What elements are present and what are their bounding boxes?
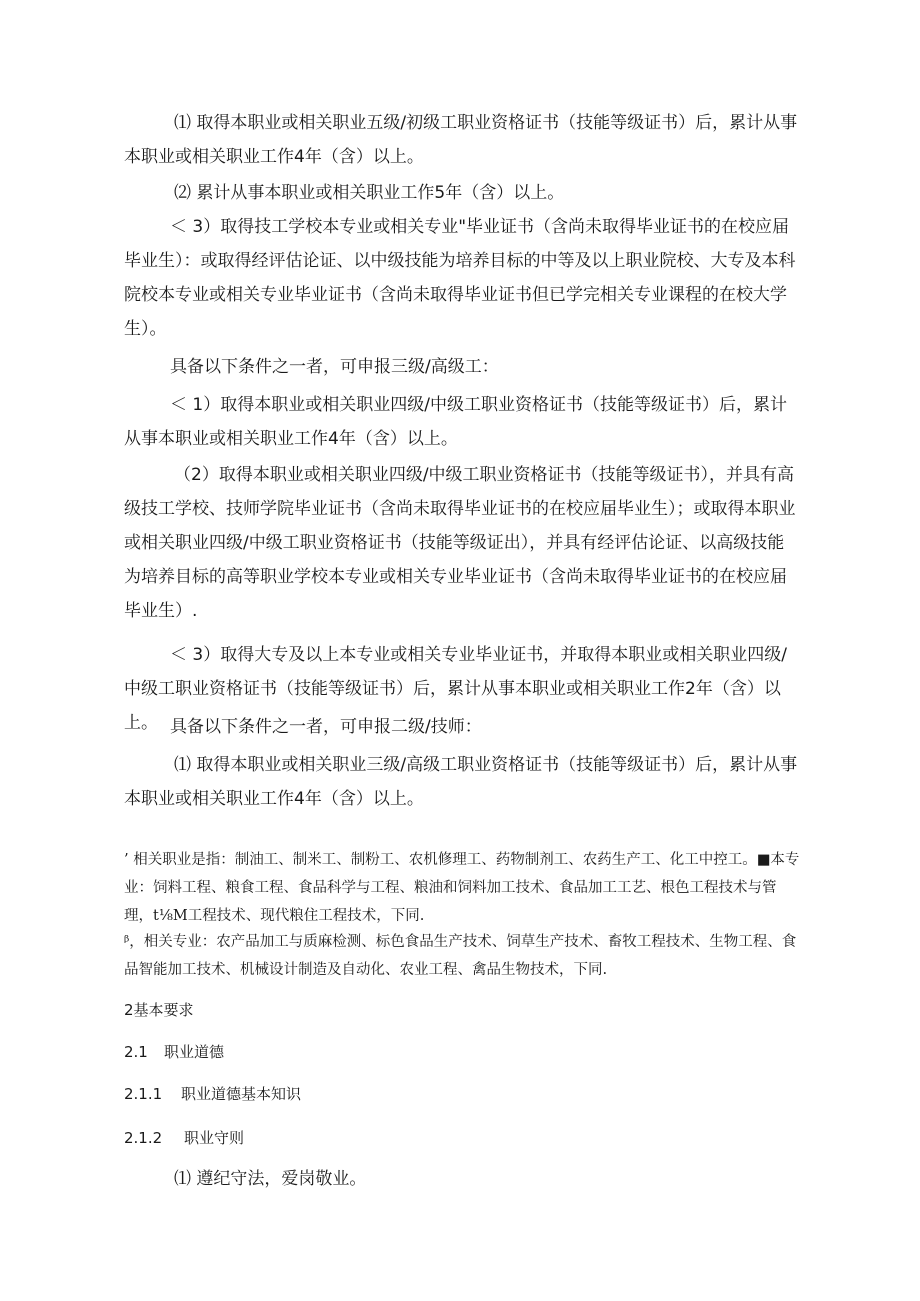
paragraph-7: ＜ 3）取得大专及以上本专业或相关专业毕业证书，并取得本职业或相关职业四级/中级工职业资格证书（技能等级证书）后，累计从事本职业或相关职业工作2年（含）以上。 [124,645,787,733]
heading-number: 2.1.2 [124,1129,163,1147]
paragraph-3: ＜ 3）取得技工学校本专业或相关专业"毕业证书（含尚未取得毕业证书的在校应届毕业生）：或取得经评估论证、以中级技能为培养目标的中等及以上职业院校、大专及本科院校本专业或相关专业毕业证书（含尚未取得毕业证书但已学完相关专业课程的在校大学生）。 [124,217,796,339]
footnote-2: ᵝ，相关专业：农产品加工与质麻检测、标色食品生产技术、饲草生产技术、畜牧工程技术、生物工程、食品智能加工技术、机械设计制造及自动化、农业工程、禽品生物技术，下同. [124,934,797,978]
paragraph-4: 具备以下条件之一者，可申报三级/高级工： [170,357,499,377]
section-heading-2-1-2 [124,1126,244,1150]
paragraph-6: （2）取得本职业或相关职业四级/中级工职业资格证书（技能等级证书），并具有高级技工学校、技师学院毕业证书（含尚未取得毕业证书的在校应届毕业生）；或取得本职业或相关职业四级/中级工职业资格证书（技能等级证出），并具有经评估论证、以高级技能为培养目标的高等职业学校本专业或相关专业毕业证书（含尚未取得毕业证书的在校应届毕业生）. [124,465,796,621]
heading-number: 2.1 [124,1043,148,1061]
heading-text: 职业道德 [164,1043,225,1061]
section-heading-2: 2基本要求 [124,1001,194,1019]
footnote-1: ’ 相关职业是指：制油工、制米工、制粉工、农机修理工、药物制剂工、农药生产工、化工中控工。■本专业：饲料工程、粮食工程、食品科学与工程、粮油和饲料加工技术、食品加工工艺、根色工程技术与管理，t⅛M工程技术、现代粮住工程技术，下同. [124,852,800,924]
paragraph-5: ＜ 1）取得本职业或相关职业四级/中级工职业资格证书（技能等级证书）后，累计从事本职业或相关职业工作4年（含）以上。 [124,395,787,449]
heading-text: 职业守则 [184,1129,245,1147]
heading-number: 2.1.1 [124,1085,163,1103]
code-of-conduct-item-1: ⑴ 遵纪守法，爱岗敬业。 [174,1169,367,1189]
paragraph-8: 具备以下条件之一者，可申报二级/技师： [170,717,482,737]
paragraph-9: ⑴ 取得本职业或相关职业三级/高级工职业资格证书（技能等级证书）后，累计从事本职业或相关职业工作4年（含）以上。 [124,755,798,809]
section-heading-2-1-1 [124,1082,301,1106]
section-heading-2-1 [124,1040,224,1064]
heading-text: 职业道德基本知识 [181,1085,302,1103]
paragraph-1: ⑴ 取得本职业或相关职业五级/初级工职业资格证书（技能等级证书）后，累计从事本职业或相关职业工作4年（含）以上。 [124,113,798,167]
paragraph-2: ⑵ 累计从事本职业或相关职业工作5年（含）以上。 [174,183,565,203]
